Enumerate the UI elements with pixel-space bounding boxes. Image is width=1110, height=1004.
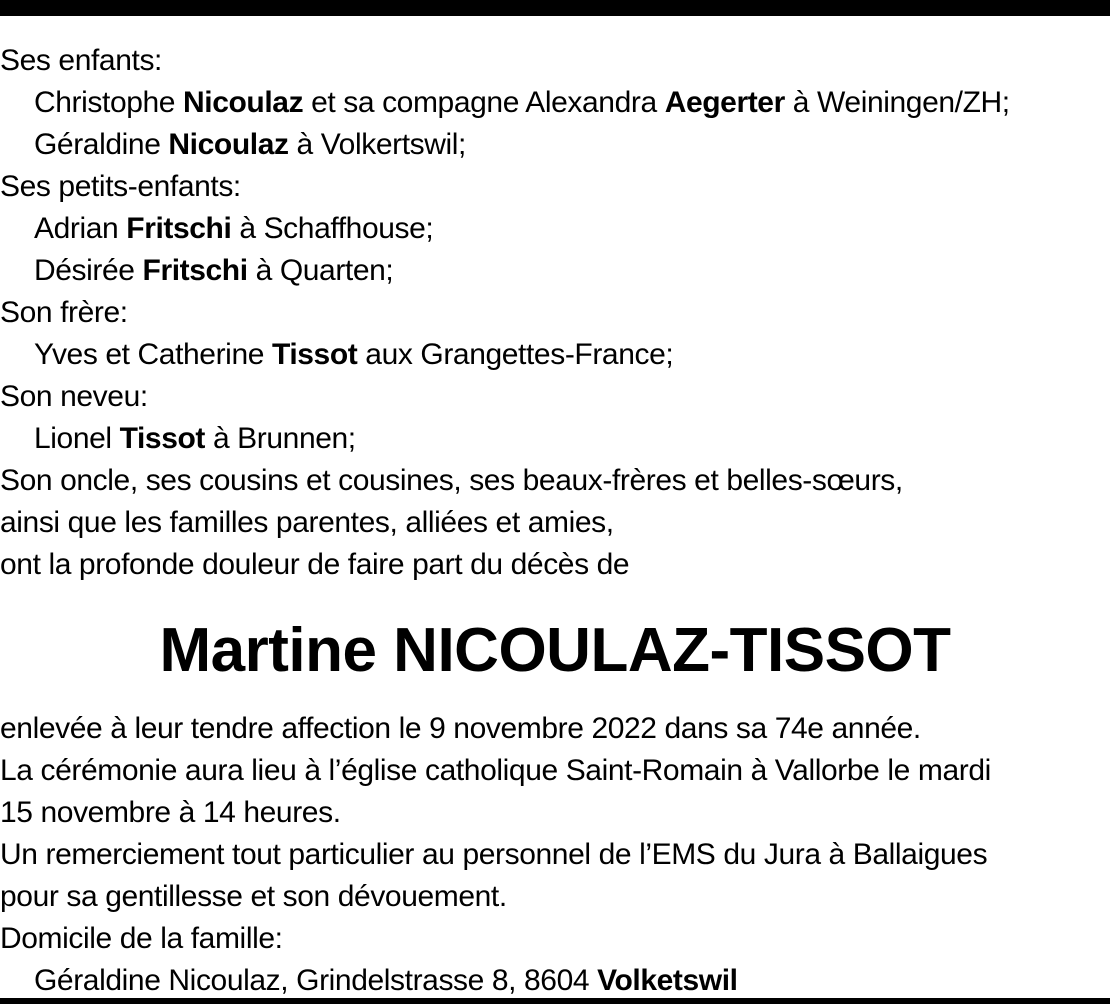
family-surname: Tissot [271,338,358,371]
relation-label: Son frère: [0,296,128,329]
family-member-text: Géraldine [34,128,169,161]
deceased-name: Martine NICOULAZ-TISSOT [159,616,951,685]
domicile-label: Domicile de la famille: [0,922,283,955]
family-member-text: à Brunnen; [205,422,356,455]
family-member-text: à Weiningen/ZH; [784,86,1010,119]
family-member-line [0,82,1110,124]
details-line: 15 novembre à 14 heures. [0,796,341,829]
family-announcement [0,40,1110,460]
family-surname: Aegerter [664,86,785,119]
family-member-line [0,334,1110,376]
details-line: enlevée à leur tendre affection le 9 novembre 2022 dans sa 74e année. [0,712,921,745]
family-member-text: aux Grangettes-France; [357,338,674,371]
family-surname: Fritschi [126,212,232,245]
family-member-text: Christophe [34,86,184,119]
obituary-notice [0,40,1110,1002]
relatives-line: ont la profonde douleur de faire part du décès de [0,548,630,581]
family-surname: Tissot [119,422,206,455]
relation-label: Ses petits-enfants: [0,170,241,203]
relation-label: Ses enfants: [0,44,162,77]
family-member-text: Lionel [34,422,120,455]
relatives-announcement [0,460,1110,586]
details-line: pour sa gentillesse et son dévouement. [0,880,507,913]
domicile-address: Géraldine Nicoulaz, Grindelstrasse 8, 8604 [34,964,598,997]
funeral-details [0,708,1110,918]
bottom-border-rule [0,998,1110,1004]
family-member-text: Adrian [34,212,127,245]
top-border-rule [0,0,1110,16]
family-member-text: Désirée [34,254,143,287]
relation-label: Son neveu: [0,380,148,413]
domicile-city: Volketswil [597,964,738,997]
family-surname: Nicoulaz [183,86,304,119]
relatives-line: Son oncle, ses cousins et cousines, ses beaux-frères et belles-sœurs, [0,464,903,497]
relatives-line: ainsi que les familles parentes, alliées et amies, [0,506,614,539]
family-member-line [0,124,1110,166]
family-surname: Nicoulaz [168,128,289,161]
family-member-line [0,208,1110,250]
family-member-text: à Quarten; [247,254,394,287]
family-surname: Fritschi [142,254,248,287]
domicile-address-line [0,960,1110,1002]
family-member-text: et sa compagne Alexandra [303,86,665,119]
details-line: La cérémonie aura lieu à l’église catholique Saint-Romain à Vallorbe le mardi [0,754,991,787]
family-member-line [0,250,1110,292]
details-line: Un remerciement tout particulier au personnel de l’EMS du Jura à Ballaigues [0,838,988,871]
family-member-line [0,418,1110,460]
family-member-text: à Volkertswil; [288,128,466,161]
family-member-text: Yves et Catherine [34,338,272,371]
family-member-text: à Schaffhouse; [231,212,434,245]
